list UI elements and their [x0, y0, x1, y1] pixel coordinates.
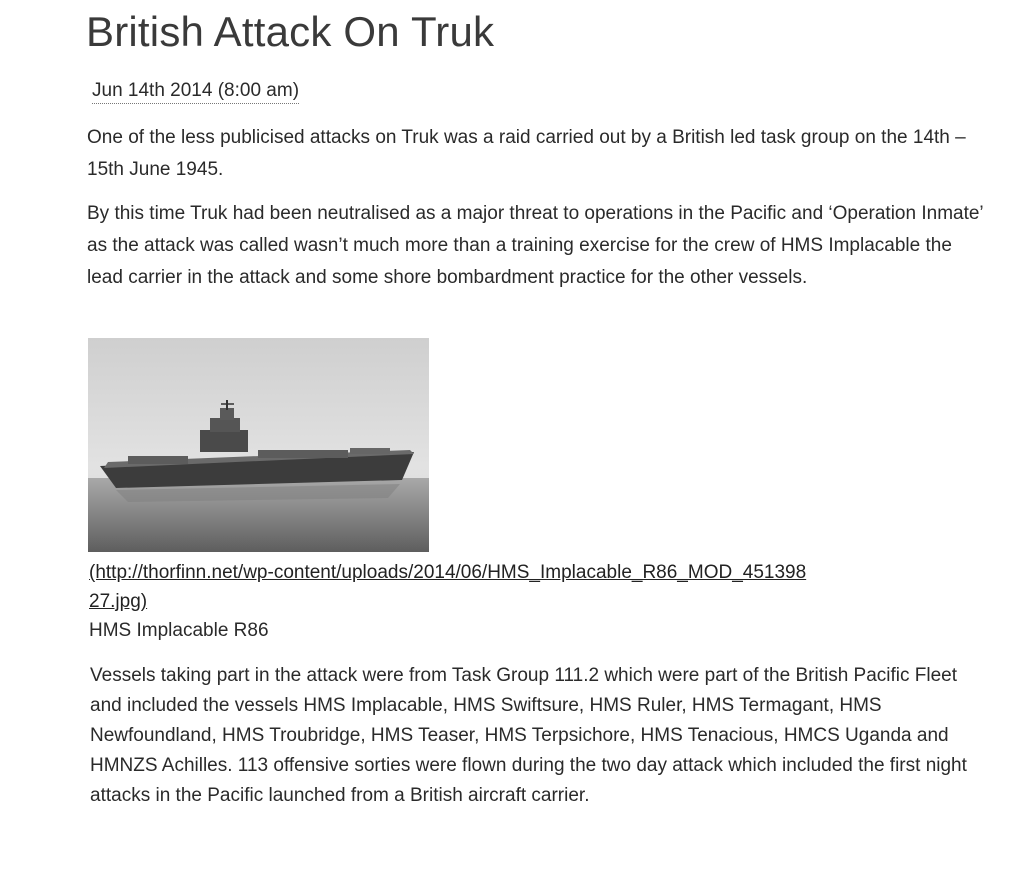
image-caption: HMS Implacable R86 [89, 620, 269, 641]
intro-paragraph: One of the less publicised attacks on Truk was a raid carried out by a British led task group on the 14th – 15th June 1945. [87, 127, 966, 180]
context-paragraph: By this time Truk had been neutralised as a major threat to operations in the Pacific and ‘Operation Inmate’ as the attack was called wasn’t much more than a training exercise for the crew of HMS Implacable the lead carrier in the attack and some shore bombardment practice for the other vessels. [87, 203, 983, 288]
article-title: British Attack On Truk [86, 8, 495, 55]
vessels-paragraph: Vessels taking part in the attack were from Task Group 111.2 which were part of the British Pacific Fleet and included the vessels HMS Implacable, HMS Swiftsure, HMS Ruler, HMS Termagant, HMS Newfoundland, HMS Troubridge, HMS Teaser, HMS Terpsichore, HMS Tenacious, HMCS Uganda and HMNZS Achilles. 113 offensive sorties were flown during the two day attack which included the first night attacks in the Pacific launched from a British aircraft carrier. [90, 665, 967, 806]
post-date[interactable]: Jun 14th 2014 (8:00 am) [92, 80, 299, 104]
ship-photo[interactable] [88, 338, 429, 552]
image-source-link[interactable]: (http://thorfinn.net/wp-content/uploads/2014/06/HMS_Implacable_R86_MOD_45139827.jpg) [89, 562, 807, 612]
